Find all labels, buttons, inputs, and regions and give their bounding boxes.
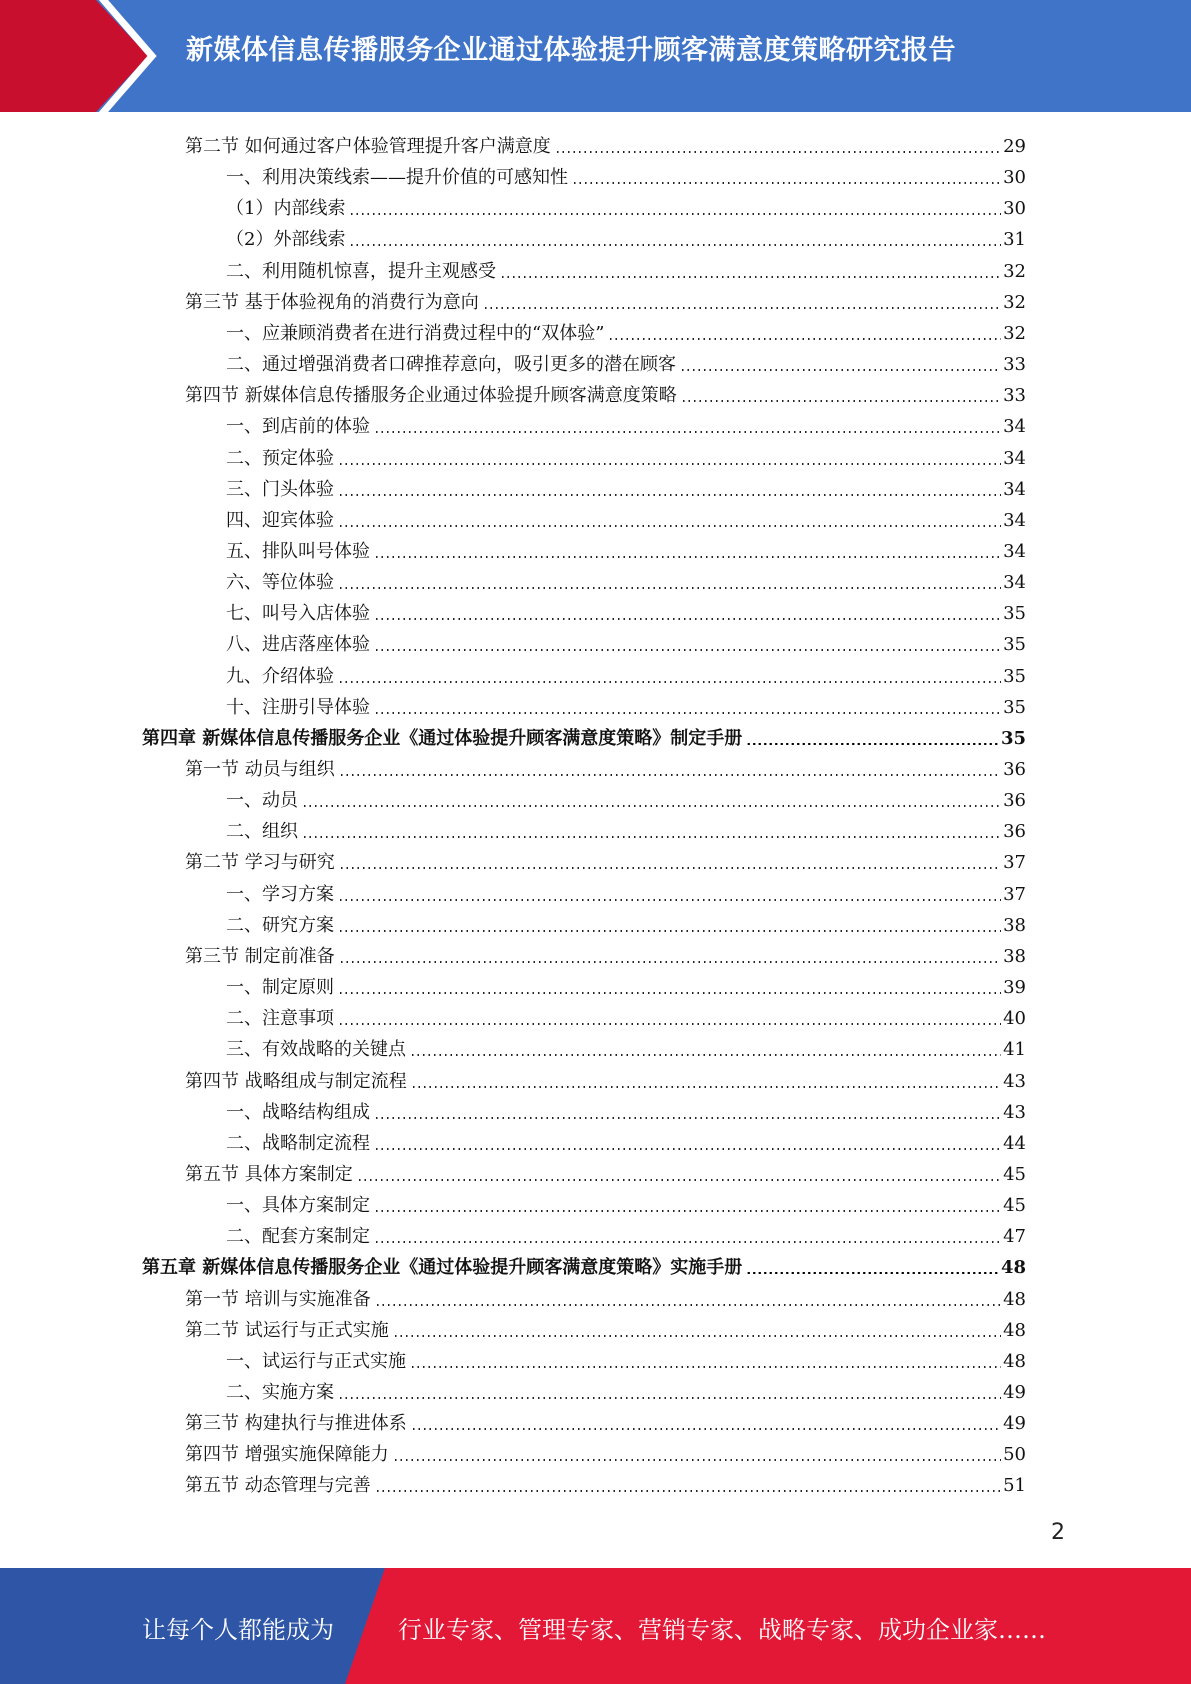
toc-entry-title: 第二节 试运行与正式实施: [185, 1319, 389, 1341]
toc-section[interactable]: [185, 750, 1026, 781]
toc-dot-leader: [338, 587, 1001, 589]
toc-entry-page: 40: [1003, 1008, 1026, 1030]
toc-entry-title: 第三节 构建执行与推进体系: [185, 1413, 407, 1435]
toc-dot-leader: [374, 712, 1001, 714]
toc-subsection[interactable]: [226, 563, 1026, 594]
toc-entry-title: 六、等位体验: [226, 572, 334, 594]
toc-dot-leader: [374, 1241, 1001, 1243]
toc-entry-page: 48: [1003, 1288, 1026, 1310]
toc-entry-title: 一、动员: [226, 790, 298, 812]
toc-entry-title: 第五节 动态管理与完善: [185, 1475, 371, 1497]
footer-slogan-right: 行业专家、管理专家、营销专家、战略专家、成功企业家……: [398, 1616, 1046, 1644]
toc-dot-leader: [393, 1335, 1001, 1337]
toc-subsection[interactable]: [226, 1093, 1026, 1124]
toc-entry-page: 48: [1003, 1319, 1026, 1341]
toc-section[interactable]: [185, 843, 1026, 874]
toc-entry-title: 一、战略结构组成: [226, 1101, 370, 1123]
toc-section[interactable]: [185, 1466, 1026, 1497]
toc-entry-page: 35: [1003, 634, 1026, 656]
toc-entry-page: 49: [1003, 1413, 1026, 1435]
toc-subsection[interactable]: [226, 158, 1026, 189]
toc-entry-title: 第一节 动员与组织: [185, 759, 335, 780]
toc-entry-title: 一、具体方案制定: [226, 1195, 370, 1217]
toc-dot-leader: [338, 1023, 1001, 1025]
toc-subsection[interactable]: [226, 1186, 1026, 1217]
toc-subsection[interactable]: [226, 812, 1026, 843]
toc-entry-title: 一、试运行与正式实施: [226, 1350, 406, 1372]
toc-entry-page: 29: [1003, 136, 1026, 157]
toc-entry-page: 44: [1003, 1132, 1026, 1154]
toc-subsection[interactable]: [226, 252, 1026, 283]
toc-entry-page: 38: [1003, 945, 1026, 967]
toc-subsection[interactable]: [226, 439, 1026, 470]
toc-subsection[interactable]: [226, 532, 1026, 563]
toc-entry-page: 41: [1003, 1039, 1026, 1061]
toc-entry-title: 二、组织: [226, 821, 298, 843]
toc-entry-page: 43: [1003, 1070, 1026, 1092]
toc-dot-leader: [375, 1304, 1001, 1306]
toc-entry-title: 三、有效战略的关键点: [226, 1039, 406, 1061]
toc-entry-title: 八、进店落座体验: [226, 634, 370, 656]
toc-entry-title: 二、利用随机惊喜，提升主观感受: [226, 260, 496, 282]
toc-subsection[interactable]: [226, 875, 1026, 906]
toc-entry-page: 33: [1003, 385, 1026, 407]
toc-subsection[interactable]: [226, 1030, 1026, 1061]
toc-subsection[interactable]: [226, 470, 1026, 501]
toc-dot-leader: [608, 338, 1001, 340]
toc-section[interactable]: [185, 1311, 1026, 1342]
toc-subsection[interactable]: [226, 1342, 1026, 1373]
toc-entry-title: 一、学习方案: [226, 883, 334, 905]
toc-section[interactable]: [185, 937, 1026, 968]
toc-entry-page: 37: [1003, 852, 1026, 874]
toc-dot-leader: [555, 151, 1001, 153]
toc-entry-page: 48: [1003, 1350, 1026, 1372]
toc-dot-leader: [339, 774, 1001, 776]
toc-dot-leader: [746, 743, 999, 745]
toc-dot-leader: [338, 681, 1001, 683]
toc-subsection[interactable]: [226, 688, 1026, 719]
toc-section[interactable]: [185, 1280, 1026, 1311]
toc-entry-page: 43: [1003, 1101, 1026, 1123]
toc-subsection[interactable]: [226, 625, 1026, 656]
toc-entry-title: 第四章 新媒体信息传播服务企业《通过体验提升顾客满意度策略》制定手册: [142, 727, 743, 749]
toc-entry-page: 51: [1003, 1475, 1026, 1497]
toc-dot-leader: [374, 1117, 1001, 1119]
toc-entry-page: 32: [1003, 291, 1026, 313]
toc-section[interactable]: [185, 283, 1026, 314]
toc-entry-title: （2）外部线索: [226, 229, 346, 251]
toc-entry-title: 一、到店前的体验: [226, 416, 370, 438]
toc-subsection[interactable]: [226, 657, 1026, 688]
toc-dot-leader: [374, 431, 1001, 433]
page-header: [0, 0, 1191, 112]
toc-entry-page: 34: [1003, 509, 1026, 531]
toc-dot-leader: [349, 244, 1001, 246]
toc-dot-leader: [338, 1397, 1001, 1399]
toc-section[interactable]: [185, 1404, 1026, 1435]
toc-entry-title: 二、配套方案制定: [226, 1226, 370, 1248]
toc-entry-page: 37: [1003, 883, 1026, 905]
toc-subsection[interactable]: [226, 501, 1026, 532]
toc-dot-leader: [374, 556, 1001, 558]
toc-dot-leader: [349, 213, 1001, 215]
toc-entry-page: 33: [1003, 354, 1026, 376]
toc-subsection[interactable]: [226, 1124, 1026, 1155]
toc-dot-leader: [374, 1210, 1001, 1212]
toc-dot-leader: [411, 1428, 1001, 1430]
toc-section[interactable]: [185, 1062, 1026, 1093]
toc-entry-title: 三、门头体验: [226, 478, 334, 500]
toc-entry-page: 35: [1003, 665, 1026, 687]
toc-entry-title: 九、介绍体验: [226, 665, 334, 687]
toc-entry-page: 36: [1003, 759, 1026, 780]
toc-entry-title: 二、预定体验: [226, 447, 334, 469]
toc-dot-leader: [338, 930, 1001, 932]
toc-dot-leader: [338, 992, 1001, 994]
toc-entry-title: 一、制定原则: [226, 977, 334, 999]
toc-entry-title: 一、利用决策线索——提升价值的可感知性: [226, 167, 568, 189]
toc-dot-leader: [410, 1054, 1001, 1056]
header-title: 新媒体信息传播服务企业通过体验提升顾客满意度策略研究报告: [186, 35, 956, 66]
toc-entry-page: 47: [1003, 1226, 1026, 1248]
toc-subsection[interactable]: [226, 968, 1026, 999]
toc-section[interactable]: [185, 376, 1026, 407]
toc-entry-title: 第五节 具体方案制定: [185, 1163, 353, 1185]
toc-entry-page: 45: [1003, 1163, 1026, 1185]
toc-entry-page: 30: [1003, 167, 1026, 189]
toc-entry-title: 二、研究方案: [226, 914, 334, 936]
toc-dot-leader: [375, 1490, 1001, 1492]
toc-entry-title: 第二节 如何通过客户体验管理提升客户满意度: [185, 136, 551, 157]
header-red-arrow: [0, 0, 148, 112]
toc-entry-page: 34: [1003, 478, 1026, 500]
toc-entry-page: 49: [1003, 1382, 1026, 1403]
toc-dot-leader: [500, 276, 1001, 278]
toc-entry-title: 四、迎宾体验: [226, 509, 334, 531]
toc-entry-page: 34: [1003, 540, 1026, 562]
toc-subsection[interactable]: [226, 1373, 1026, 1404]
toc-dot-leader: [374, 618, 1001, 620]
toc-section[interactable]: [185, 127, 1026, 158]
toc-entry-page: 48: [1000, 1257, 1026, 1279]
toc-dot-leader: [338, 899, 1001, 901]
toc-entry-title: 二、战略制定流程: [226, 1132, 370, 1154]
toc-entry-page: 34: [1003, 447, 1026, 469]
toc-subsection[interactable]: [226, 594, 1026, 625]
toc-dot-leader: [338, 525, 1001, 527]
toc-entry-page: 50: [1003, 1444, 1026, 1466]
toc-entry-title: 第四节 战略组成与制定流程: [185, 1070, 407, 1092]
toc-entry-page: 39: [1003, 977, 1026, 999]
toc-dot-leader: [374, 649, 1001, 651]
toc-entry-page: 38: [1003, 914, 1026, 936]
toc-section[interactable]: [185, 1435, 1026, 1466]
footer-slogan-left: 让每个人都能成为: [142, 1616, 334, 1644]
toc-entry-title: 第五章 新媒体信息传播服务企业《通过体验提升顾客满意度策略》实施手册: [142, 1257, 743, 1279]
toc-subsection[interactable]: [226, 345, 1026, 376]
toc-entry-page: 32: [1003, 322, 1026, 344]
toc-entry-title: 七、叫号入店体验: [226, 603, 370, 625]
toc-dot-leader: [411, 1086, 1001, 1088]
toc-entry-title: 十、注册引导体验: [226, 696, 370, 718]
toc-subsection[interactable]: [226, 781, 1026, 812]
toc-subsection[interactable]: [226, 189, 1026, 220]
toc-dot-leader: [483, 307, 1001, 309]
toc-dot-leader: [302, 836, 1001, 838]
toc-section[interactable]: [185, 1155, 1026, 1186]
toc-entry-title: 第四节 增强实施保障能力: [185, 1444, 389, 1466]
toc-subsection[interactable]: [226, 314, 1026, 345]
toc-entry-title: 二、实施方案: [226, 1382, 334, 1403]
toc-dot-leader: [746, 1272, 999, 1274]
toc-entry-page: 45: [1003, 1195, 1026, 1217]
toc-entry-title: 五、排队叫号体验: [226, 540, 370, 562]
toc-dot-leader: [339, 961, 1001, 963]
toc-entry-title: 一、应兼顾消费者在进行消费过程中的“双体验”: [226, 322, 605, 344]
toc-entry-page: 30: [1003, 198, 1026, 220]
toc-dot-leader: [338, 463, 1001, 465]
toc-entry-title: 第三节 基于体验视角的消费行为意向: [185, 291, 479, 313]
toc-dot-leader: [374, 1148, 1001, 1150]
toc-subsection[interactable]: [226, 906, 1026, 937]
toc-subsection[interactable]: [226, 407, 1026, 438]
toc-chapter[interactable]: [142, 1248, 1026, 1279]
toc-dot-leader: [339, 867, 1001, 869]
toc-entry-page: 34: [1003, 572, 1026, 594]
toc-entry-title: 第一节 培训与实施准备: [185, 1288, 371, 1310]
toc-entry-title: 第四节 新媒体信息传播服务企业通过体验提升顾客满意度策略: [185, 385, 677, 407]
toc-entry-title: 第三节 制定前准备: [185, 945, 335, 967]
toc-dot-leader: [681, 400, 1001, 402]
toc-dot-leader: [680, 369, 1001, 371]
toc-entry-page: 32: [1003, 260, 1026, 282]
toc-dot-leader: [393, 1459, 1001, 1461]
toc-dot-leader: [410, 1366, 1001, 1368]
toc-subsection[interactable]: [226, 999, 1026, 1030]
toc-entry-page: 35: [1003, 696, 1026, 718]
toc-subsection[interactable]: [226, 220, 1026, 251]
toc-entry-page: 35: [1003, 603, 1026, 625]
toc-entry-page: 36: [1003, 790, 1026, 812]
toc-entry-page: 34: [1003, 416, 1026, 438]
toc-entry-page: 31: [1003, 229, 1026, 251]
toc-chapter[interactable]: [142, 719, 1026, 750]
toc-dot-leader: [357, 1179, 1001, 1181]
page-number: 2: [1051, 1520, 1065, 1545]
toc-dot-leader: [302, 805, 1001, 807]
toc-entry-page: 36: [1003, 821, 1026, 843]
toc-entry-page: 35: [1000, 727, 1026, 749]
page-footer: [0, 1568, 1191, 1684]
toc-entry-title: 二、注意事项: [226, 1008, 334, 1030]
toc-entry-title: （1）内部线索: [226, 198, 346, 220]
toc-entry-title: 二、通过增强消费者口碑推荐意向，吸引更多的潜在顾客: [226, 354, 676, 376]
toc-subsection[interactable]: [226, 1217, 1026, 1248]
toc-entry-title: 第二节 学习与研究: [185, 852, 335, 874]
toc-dot-leader: [572, 182, 1001, 184]
toc-dot-leader: [338, 494, 1001, 496]
